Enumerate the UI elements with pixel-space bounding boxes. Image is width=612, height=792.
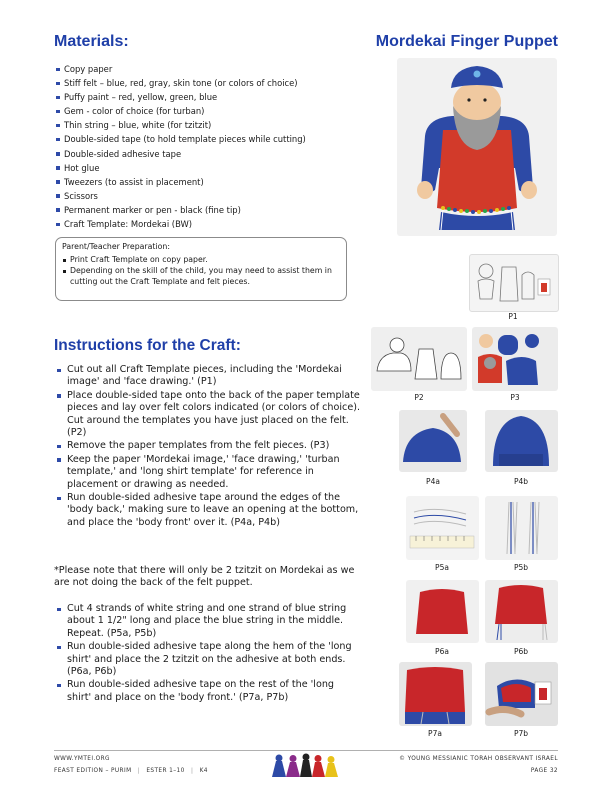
instruction-item: Cut out all Craft Template pieces, including the 'Mordekai image' and 'face drawing.' (P1) xyxy=(56,364,366,389)
tzitzit-note: *Please note that there will only be 2 tzitzit on Mordekai as we are not doing the back of the felt puppet. xyxy=(54,565,355,589)
materials-item: Puffy paint – red, yellow, green, blue xyxy=(56,90,306,104)
caption-p3: P3 xyxy=(510,393,520,402)
shirt-on-body-illustration xyxy=(399,662,472,726)
photo-p6a xyxy=(406,580,479,643)
materials-item: Gem - color of choice (for turban) xyxy=(56,104,306,118)
caption-p4a: P4a xyxy=(426,477,440,486)
caption-p5b: P5b xyxy=(513,563,529,572)
long-shirt-illustration xyxy=(406,580,479,643)
instruction-item: Place double-sided tape onto the back of the paper template pieces and lay over felt colors indicated (or colors of choice). Cut around the templates you have just placed on the felt. (P2) xyxy=(56,390,366,440)
footer-website: WWW.YMTEI.ORG xyxy=(54,756,110,762)
instruction-item: Remove the paper templates from the felt pieces. (P3) xyxy=(56,440,366,452)
footer-divider xyxy=(54,750,558,751)
materials-item: Permanent marker or pen - black (fine tip) xyxy=(56,203,306,217)
templates-on-felt-illustration xyxy=(371,327,467,391)
materials-item: Double-sided tape (to hold template pieces while cutting) xyxy=(56,132,306,146)
prep-item: Print Craft Template on copy paper. xyxy=(62,255,340,266)
materials-title: Materials: xyxy=(54,33,129,50)
felt-pieces-illustration xyxy=(472,327,558,391)
footer-page: PAGE 32 xyxy=(530,768,558,774)
footer-chapter: ESTER 1–10 xyxy=(146,768,185,774)
instructions-list-b xyxy=(56,603,361,705)
photo-p4b xyxy=(485,410,558,472)
instruction-item: Run double-sided adhesive tape along the hem of the 'long shirt' and place the 2 tzitzit on the adhesive at both ends. (P6a, P6b) xyxy=(56,641,361,678)
instruction-item: Keep the paper 'Mordekai image,' 'face drawing,' 'turban template,' and 'long shirt template' for reference in placement or drawing as needed. xyxy=(56,454,366,491)
instruction-item: Cut 4 strands of white string and one strand of blue string about 1 1/2" long and place the blue string in the middle. Repeat. (P5a, P5b) xyxy=(56,603,361,640)
photo-p1 xyxy=(469,254,559,312)
materials-item: Craft Template: Mordekai (BW) xyxy=(56,217,306,231)
taping-illustration xyxy=(399,410,467,472)
prep-item: Depending on the skill of the child, you may need to assist them in cutting out the Craft Template and felt pieces. xyxy=(62,266,340,287)
photo-p3 xyxy=(472,327,558,391)
puppet-illustration xyxy=(397,58,557,236)
caption-p6a: P6a xyxy=(435,647,449,656)
footer-edition: FEAST EDITION – PURIM xyxy=(54,768,132,774)
completed-puppet-illustration xyxy=(485,662,558,726)
photo-p7a xyxy=(399,662,472,726)
photo-p4a xyxy=(399,410,467,472)
tzitzit-strings-illustration xyxy=(485,496,558,560)
prep-title: Parent/Teacher Preparation: xyxy=(62,242,170,251)
materials-item: Copy paper xyxy=(56,62,306,76)
instructions-title: Instructions for the Craft: xyxy=(54,337,241,354)
prep-box xyxy=(55,237,347,301)
template-illustration xyxy=(470,255,558,311)
materials-item: Scissors xyxy=(56,189,306,203)
caption-p7b: P7b xyxy=(513,729,529,738)
materials-item: Hot glue xyxy=(56,161,306,175)
caption-p2: P2 xyxy=(414,393,424,402)
materials-item: Double-sided adhesive tape xyxy=(56,147,306,161)
photo-p6b xyxy=(485,580,558,643)
ymtoi-logo xyxy=(270,753,342,779)
photo-p5b xyxy=(485,496,558,560)
instructions-list-a xyxy=(56,364,366,530)
photo-p5a xyxy=(406,496,479,560)
caption-p1: P1 xyxy=(508,312,518,321)
materials-item: Stiff felt – blue, red, gray, skin tone (or colors of choice) xyxy=(56,76,306,90)
kids-logo-icon xyxy=(270,753,342,779)
footer-meta: FEAST EDITION – PURIM | ESTER 1–10 | K4 xyxy=(54,768,208,774)
materials-list xyxy=(56,62,306,231)
footer-grade: K4 xyxy=(199,768,208,774)
caption-p6b: P6b xyxy=(513,647,529,656)
caption-p4b: P4b xyxy=(513,477,529,486)
materials-item: Tweezers (to assist in placement) xyxy=(56,175,306,189)
instruction-item: Run double-sided adhesive tape around the edges of the 'body back,' making sure to leave an opening at the bottom, and place the 'body front' over it. (P4a, P4b) xyxy=(56,492,366,529)
body-assembled-illustration xyxy=(485,410,558,472)
footer-copyright: © YOUNG MESSIANIC TORAH OBSERVANT ISRAEL xyxy=(399,756,558,762)
strings-ruler-illustration xyxy=(406,496,479,560)
materials-item: Thin string – blue, white (for tzitzit) xyxy=(56,118,306,132)
instruction-item: Run double-sided adhesive tape on the rest of the 'long shirt' and place on the 'body front.' (P7a, P7b) xyxy=(56,679,361,704)
caption-p7a: P7a xyxy=(428,729,442,738)
shirt-with-tzitzit-illustration xyxy=(485,580,558,643)
caption-p5a: P5a xyxy=(435,563,449,572)
photo-p2 xyxy=(371,327,467,391)
puppet-title: Mordekai Finger Puppet xyxy=(375,33,558,50)
photo-p7b xyxy=(485,662,558,726)
puppet-photo xyxy=(397,58,557,236)
